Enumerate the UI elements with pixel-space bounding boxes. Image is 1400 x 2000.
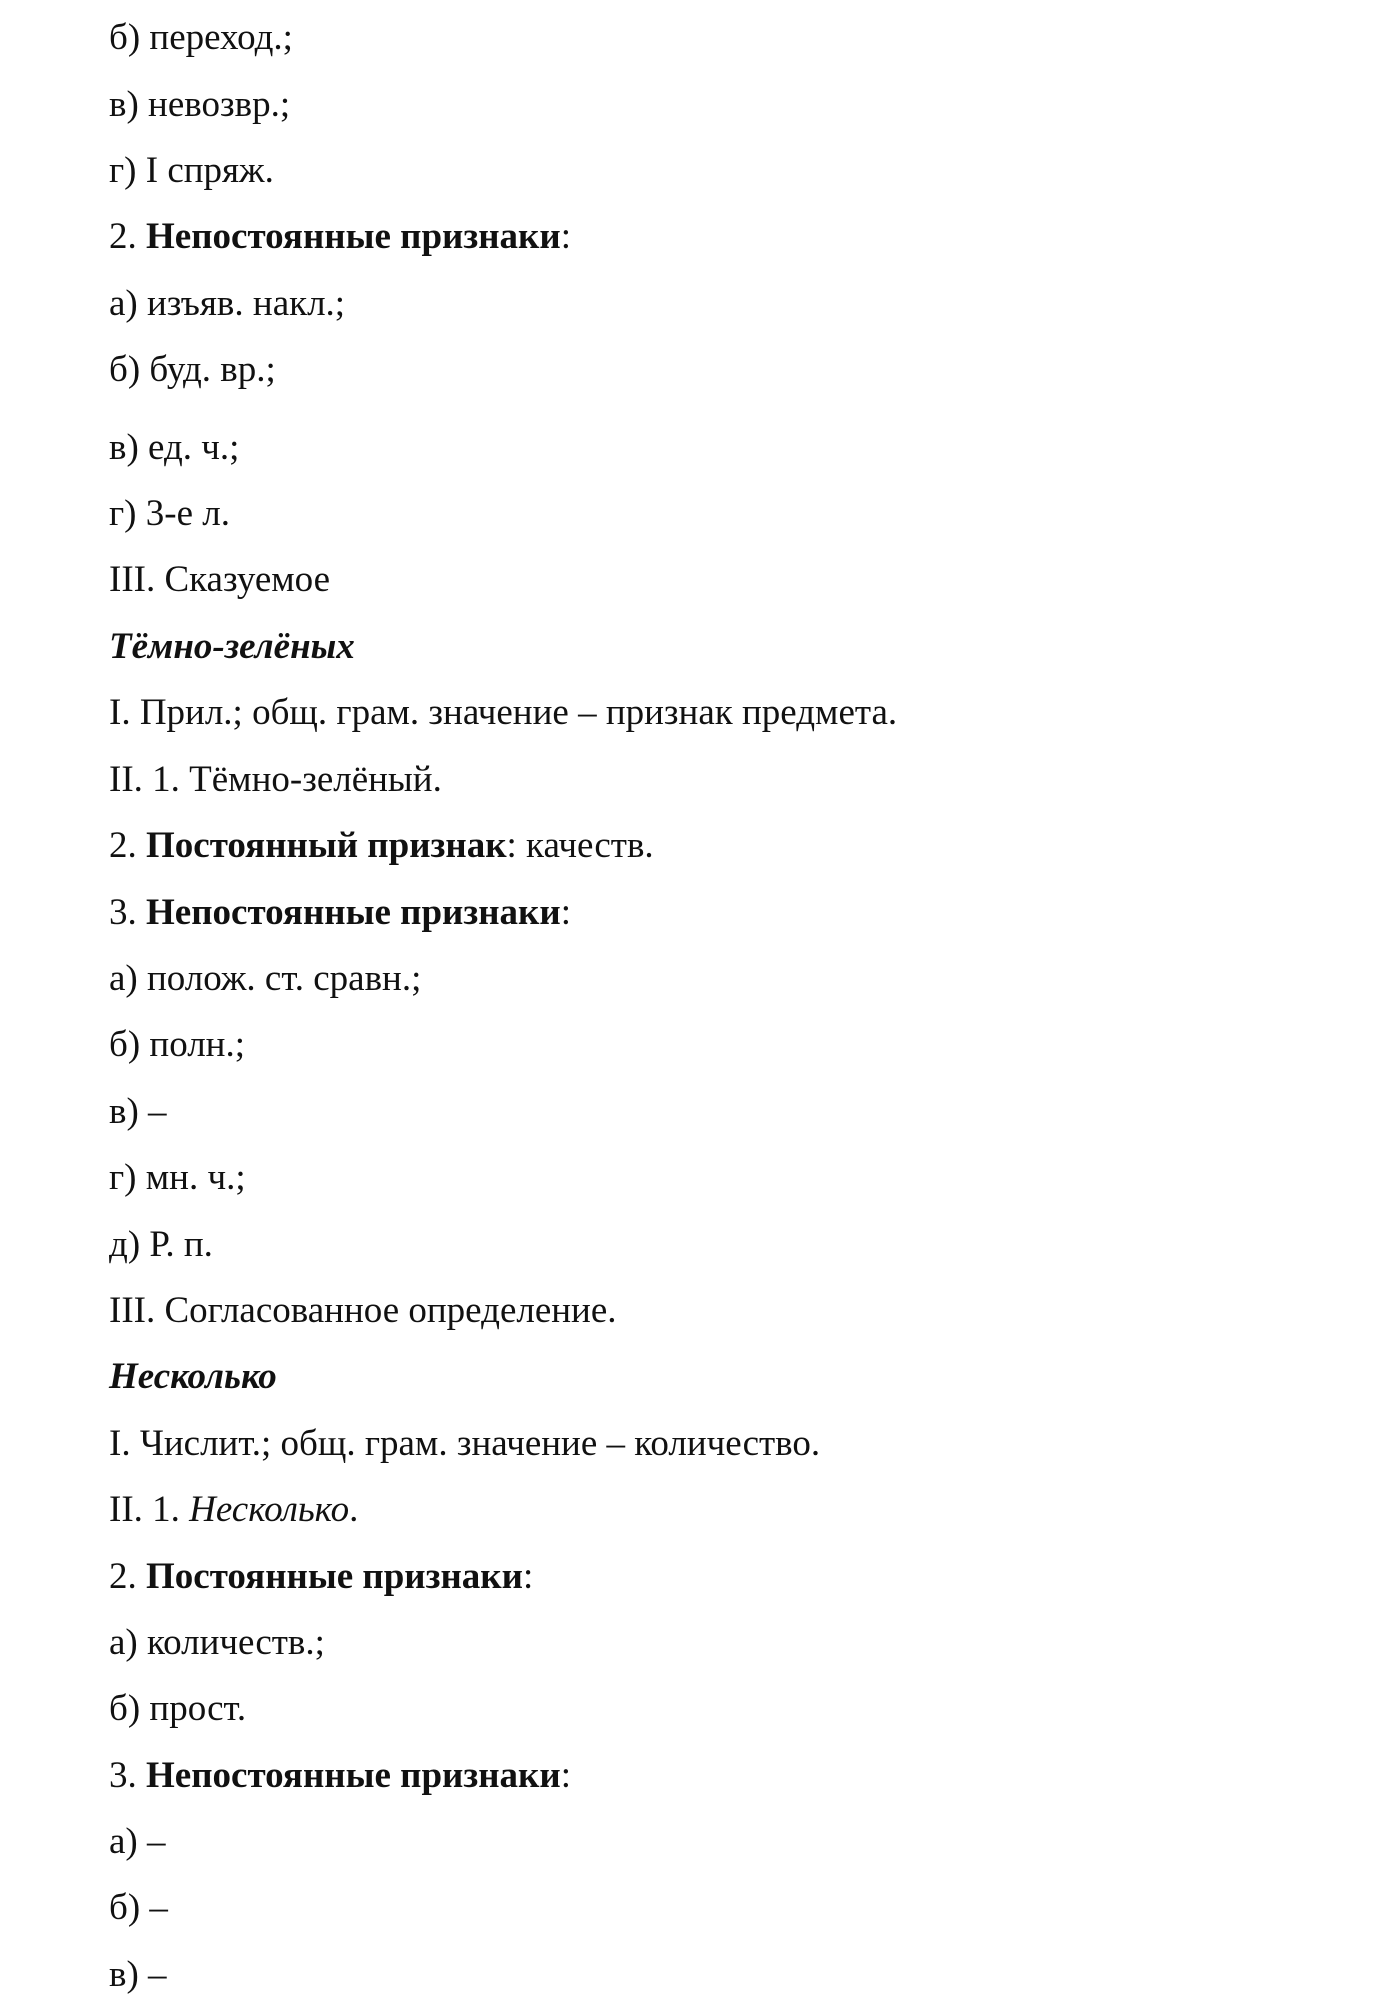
document-line: в) ед. ч.; [109,427,240,468]
document-line: д) Р. п. [109,1224,213,1265]
feature-label: Непостоянные признаки [146,1755,561,1796]
document-line: а) – [109,1821,166,1862]
line-number: 3. [109,1755,146,1796]
document-line: в) невозвр.; [109,84,291,125]
document-line: б) полн.; [109,1024,246,1065]
line-number: 2. [109,1556,146,1597]
document-line: I. Прил.; общ. грам. значение – признак предмета. [109,692,898,733]
document-line [109,823,654,869]
document-line: г) I спряж. [109,150,274,191]
document-line: б) буд. вр.; [109,349,276,390]
initial-form: Несколько [189,1489,350,1530]
word-heading: Тёмно-зелёных [109,626,355,667]
word-heading: Несколько [109,1356,277,1397]
document-line: в) – [109,1954,167,1995]
document-line: б) – [109,1887,168,1928]
line-suffix: : [560,892,571,933]
line-suffix: . [349,1489,359,1530]
feature-label: Непостоянные признаки [146,892,561,933]
document-line: а) полож. ст. сравн.; [109,958,422,999]
document-line [109,1554,533,1600]
line-number: 2. [109,825,146,866]
line-number: 3. [109,892,146,933]
feature-label: Постоянные признаки [146,1556,523,1597]
document-line [109,214,571,260]
document-line: а) количеств.; [109,1622,325,1663]
line-number: 2. [109,216,146,257]
document-line [109,1487,358,1533]
feature-label: Непостоянные признаки [146,216,561,257]
document-line [109,1753,571,1799]
document-line: в) – [109,1091,167,1132]
line-number: II. 1. [109,1489,190,1530]
document-line: г) 3-е л. [109,493,230,534]
line-suffix: : [522,1556,534,1597]
line-suffix: : качеств. [506,825,654,866]
document-line: III. Сказуемое [109,559,331,600]
document-line: б) прост. [109,1688,247,1729]
feature-label: Постоянный признак [146,825,507,866]
document-line: г) мн. ч.; [109,1157,246,1198]
line-suffix: : [560,216,571,257]
document-line: II. 1. Тёмно-зелёный. [109,759,442,800]
document-line [109,890,571,936]
document-line: III. Согласованное определение. [109,1290,617,1331]
document-line: б) переход.; [109,17,293,58]
line-suffix: : [560,1755,571,1796]
document-line: I. Числит.; общ. грам. значение – количество. [109,1423,821,1464]
document-line: а) изъяв. накл.; [109,283,346,324]
